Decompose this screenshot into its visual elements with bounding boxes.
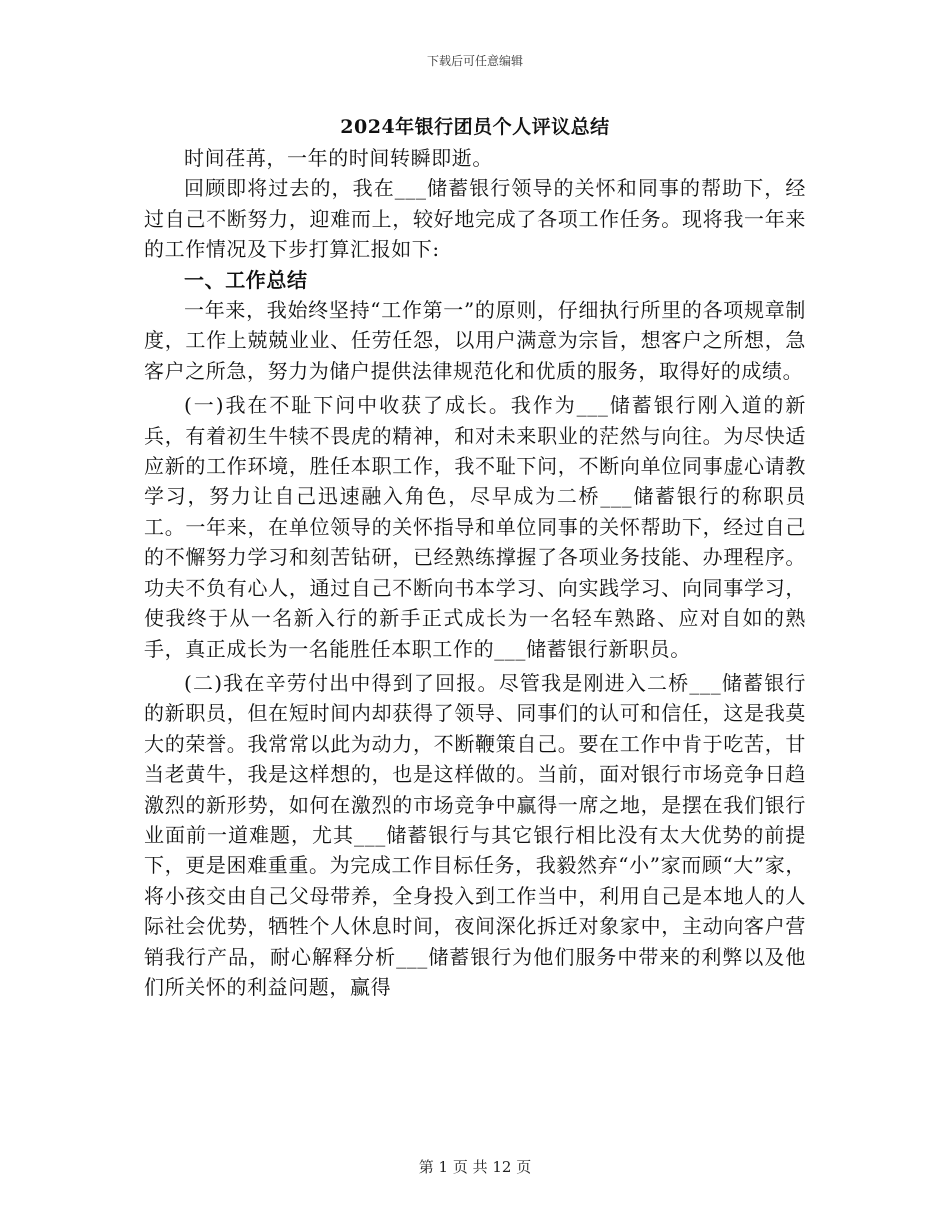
paragraph-growth: (一)我在不耻下问中收获了成长。我作为___储蓄银行刚入道的新兵，有着初生牛犊不畏虎的精神，和对未来职业的茫然与向往。为尽快适应新的工作环境，胜任本职工作，我不耻下问，不断向单位同事虚心请教学习，努力让自己迅速融入角色，尽早成为二桥___储蓄银行的称职员工。一年来，在单位领导的关怀指导和单位同事的关怀帮助下，经过自己的不懈努力学习和刻苦钻研，已经熟练撑握了各项业务技能、办理程序。功夫不负有心人，通过自己不断向书本学习、向实践学习、向同事学习，使我终于从一名新入行的新手正式成长为一名轻车熟路、应对自如的熟手，真正成长为一名能胜任本职工作的___储蓄银行新职员。 <box>144 393 806 661</box>
section-heading-work-summary: 一、工作总结 <box>184 267 308 292</box>
paragraph-intro: 时间荏苒，一年的时间转瞬即逝。 <box>184 146 493 170</box>
document-body <box>144 143 806 1002</box>
paragraph-reward: (二)我在辛劳付出中得到了回报。尽管我是刚进入二桥___储蓄银行的新职员，但在短时间内却获得了领导、同事们的认可和信任，这是我莫大的荣誉。我常常以此为动力，不断鞭策自己。要在工作中肯于吃苦，甘当老黄牛，我是这样想的，也是这样做的。当前，面对银行市场竞争日趋激烈的新形势，如何在激烈的市场竞争中赢得一席之地，是摆在我们银行业面前一道难题，尤其___储蓄银行与其它银行相比没有太大优势的前提下，更是困难重重。为完成工作目标任务，我毅然弃“小”家而顾“大”家，将小孩交由自己父母带养，全身投入到工作当中，利用自己是本地人的人际社会优势，牺牲个人休息时间，夜间深化拆迁对象家中，主动向客户营销我行产品，耐心解释分析___储蓄银行为他们服务中带来的利弊以及他们所关怀的利益问题，赢得 <box>144 670 806 999</box>
page-header-note: 下载后可任意编辑 <box>426 54 523 68</box>
paragraph-principle: 一年来，我始终坚持“工作第一”的原则，仔细执行所里的各项规章制度，工作上兢兢业业、任劳任怨，以用户满意为宗旨，想客户之所想，急客户之所急，努力为储户提供法律规范化和优质的服务，取得好的成绩。 <box>144 298 806 383</box>
paragraph-review: 回顾即将过去的，我在___储蓄银行领导的关怀和同事的帮助下，经过自己不断努力，迎难而上，较好地完成了各项工作任务。现将我一年来的工作情况及下步打算汇报如下: <box>144 176 806 262</box>
page-number: 第 1 页 共 12 页 <box>418 1158 532 1176</box>
document-title: 2024年银行团员个人评议总结 <box>340 116 610 138</box>
